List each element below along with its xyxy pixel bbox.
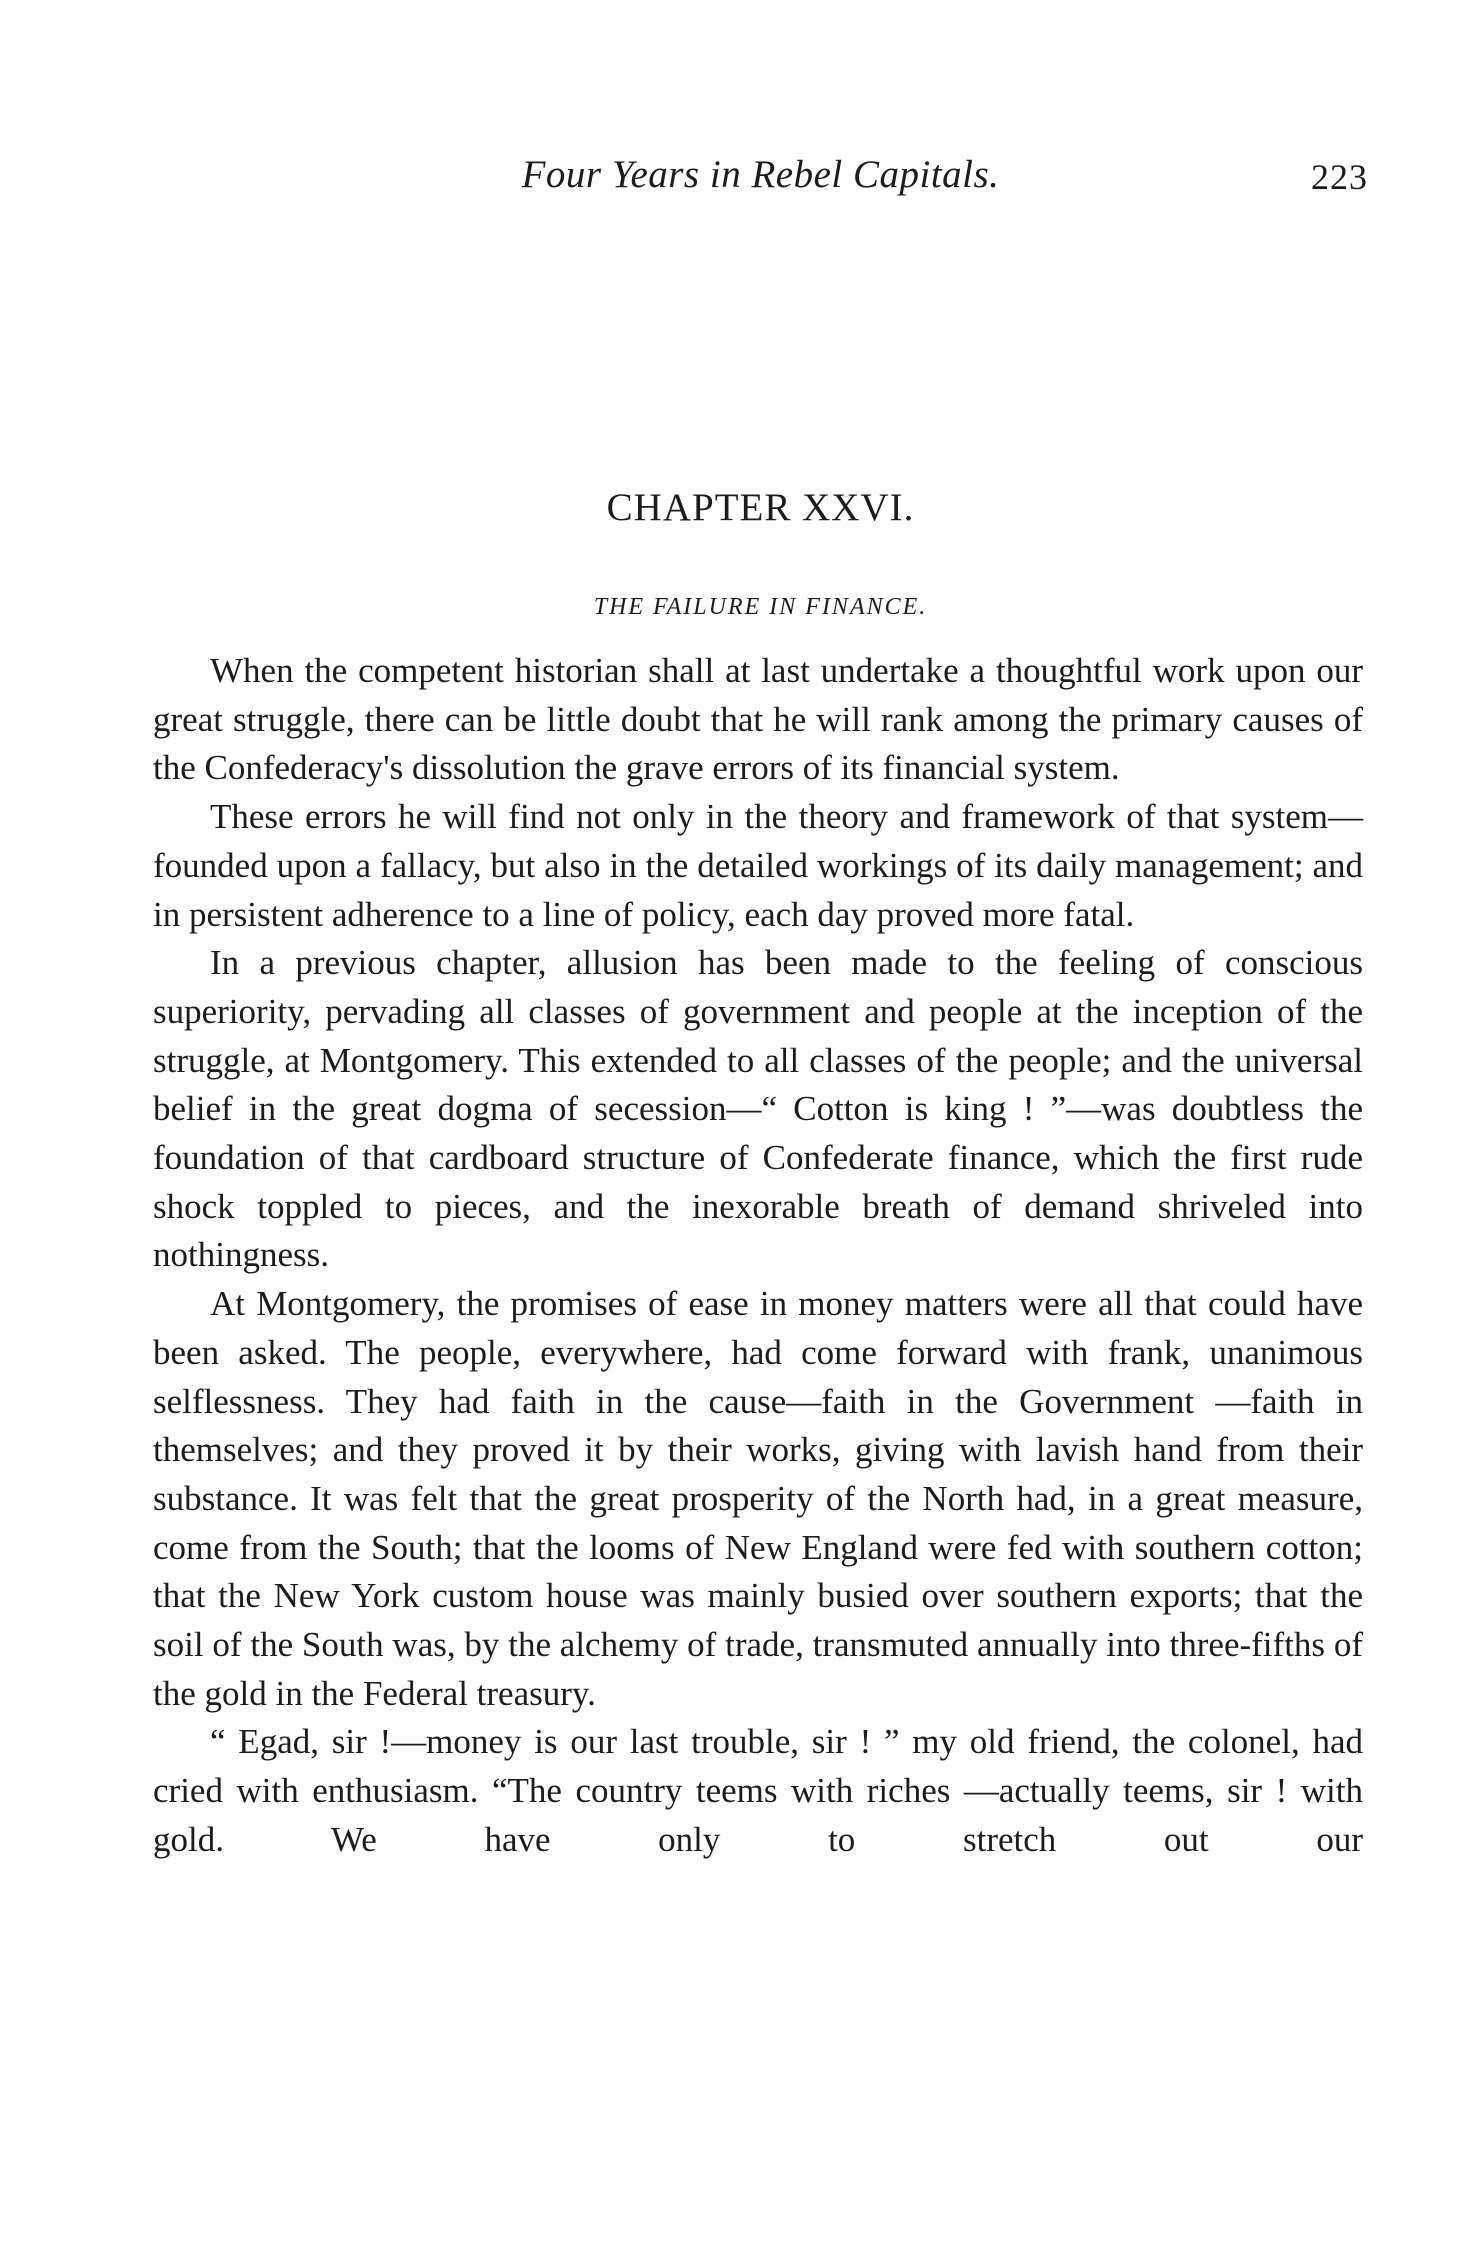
chapter-subtitle: THE FAILURE IN FINANCE. (593, 594, 928, 620)
paragraph: When the competent historian shall at last undertake a thoughtful work upon our great struggle, there can be little doubt that he will rank among the primary causes of the Confederacy's dissolution the grave errors of its financial system. (153, 651, 1363, 788)
page-number: 223 (1311, 157, 1368, 197)
running-head (153, 152, 1368, 208)
running-title: Four Years in Rebel Capitals. (521, 153, 1000, 196)
paragraph: “ Egad, sir !—money is our last trouble, sir ! ” my old friend, the colonel, had cried with enthusiasm. “The country teems with riches —actually teems, sir ! with gold. We have only to stretch out our (153, 1722, 1363, 1859)
text-body (153, 647, 1363, 1865)
paragraph: At Montgomery, the promises of ease in money matters were all that could have been asked. The people, everywhere, had come forward with frank, unanimous selflessness. They had faith in the cause—faith in the Government —faith in themselves; and they proved it by their works, giving with lavish hand from their substance. It was felt that the great prosperity of the North had, in a great measure, come from the South; that the looms of New England were fed with southern cotton; that the New York custom house was mainly busied over southern exports; that the soil of the South was, by the alchemy of trade, transmuted annually into three-fifths of the gold in the Federal treasury. (153, 1284, 1363, 1713)
chapter-title: CHAPTER XXVI. (606, 486, 915, 529)
paragraph: These errors he will find not only in the theory and framework of that system—founded upon a fallacy, but also in the detailed workings of its daily management; and in persistent adherence to a line of policy, each day proved more fatal. (153, 797, 1363, 934)
paragraph: In a previous chapter, allusion has been made to the feeling of conscious superiority, pervading all classes of government and people at the inception of the struggle, at Montgomery. This extended to all classes of the people; and the universal belief in the great dogma of secession—“ Cotton is king ! ”—was doubtless the foundation of that cardboard structure of Confederate finance, which the first rude shock toppled to pieces, and the inexorable breath of demand shriveled into nothingness. (153, 943, 1363, 1275)
